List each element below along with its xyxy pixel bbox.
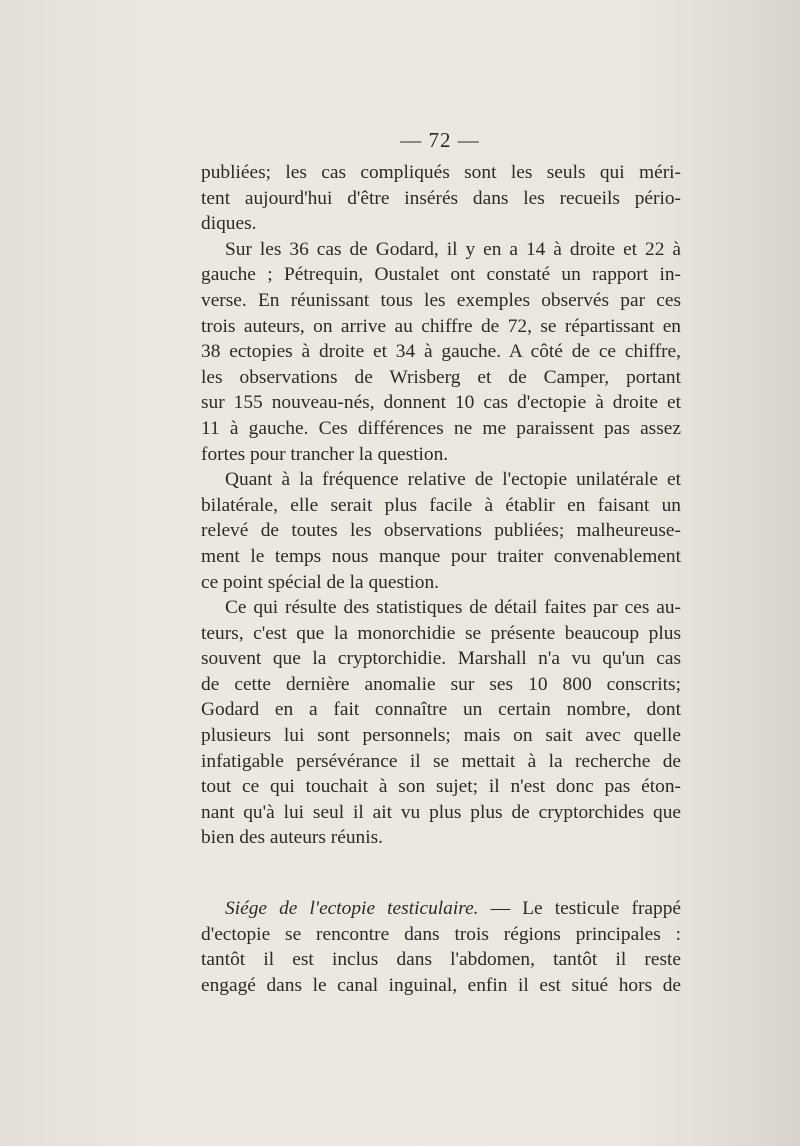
text-line: tout ce qui touchait à son sujet; il n'est donc pas éton- [201, 776, 681, 798]
page-number: — 72 — [400, 128, 480, 152]
text-line: relevé de toutes les observations publiées; malheureuse- [201, 520, 681, 542]
text-line: tent aujourd'hui d'être insérés dans les recueils pério- [201, 187, 681, 209]
text-line: fortes pour trancher la question. [201, 443, 449, 465]
text-line: bilatérale, elle serait plus facile à établir en faisant un [201, 494, 681, 516]
text-line: publiées; les cas compliqués sont les seuls qui méri- [201, 162, 681, 183]
text-line: engagé dans le canal inguinal, enfin il est situé hors de [201, 974, 681, 996]
section-dash: — [478, 898, 523, 920]
text-line: tantôt il est inclus dans l'abdomen, tantôt il reste [201, 949, 681, 971]
text-line: nant qu'à lui seul il ait vu plus plus de cryptorchides que [201, 801, 681, 823]
section-spacer [201, 851, 681, 896]
text-line: Ce qui résulte des statistiques de détail faites par ces au- [225, 597, 681, 619]
body-text [201, 160, 681, 998]
text-line: bien des auteurs réunis. [201, 827, 384, 849]
section-heading: Siége de l'ectopie testiculaire. [225, 898, 479, 920]
text-line: teurs, c'est que la monorchidie se présente beaucoup plus [201, 622, 681, 644]
text-line: ment le temps nous manque pour traiter convenablement [201, 545, 681, 567]
section-first-line-text: Le testicule frappé [522, 898, 682, 920]
text-line: gauche ; Pétrequin, Oustalet ont constaté un rapport in- [201, 264, 681, 286]
text-line: 11 à gauche. Ces différences ne me paraissent pas assez [201, 417, 681, 439]
text-line: Quant à la fréquence relative de l'ectopie unilatérale et [225, 469, 681, 491]
text-line: d'ectopie se rencontre dans trois régions principales : [201, 923, 681, 945]
text-line: de cette dernière anomalie sur ses 10 800 conscrits; [201, 673, 681, 695]
text-line: les observations de Wrisberg et de Camper, portant [201, 366, 681, 388]
text-line: sur 155 nouveau-nés, donnent 10 cas d'ectopie à droite et [201, 392, 681, 414]
text-line: plusieurs lui sont personnels; mais on sait avec quelle [201, 725, 681, 747]
text-line: 38 ectopies à droite et 34 à gauche. A côté de ce chiffre, [201, 341, 681, 363]
text-line: trois auteurs, on arrive au chiffre de 72, se répartissant en [201, 315, 681, 337]
text-line: ce point spécial de la question. [201, 571, 439, 593]
text-line: diques. [201, 213, 257, 235]
text-line: souvent que la cryptorchidie. Marshall n'a vu qu'un cas [201, 648, 681, 670]
section-first-line [201, 896, 681, 922]
text-line: Sur les 36 cas de Godard, il y en a 14 à droite et 22 à [225, 238, 681, 260]
text-line: Godard en a fait connaître un certain nombre, dont [201, 699, 681, 721]
text-line: infatigable persévérance il se mettait à la recherche de [201, 750, 681, 772]
text-line: verse. En réunissant tous les exemples observés par ces [201, 289, 681, 311]
